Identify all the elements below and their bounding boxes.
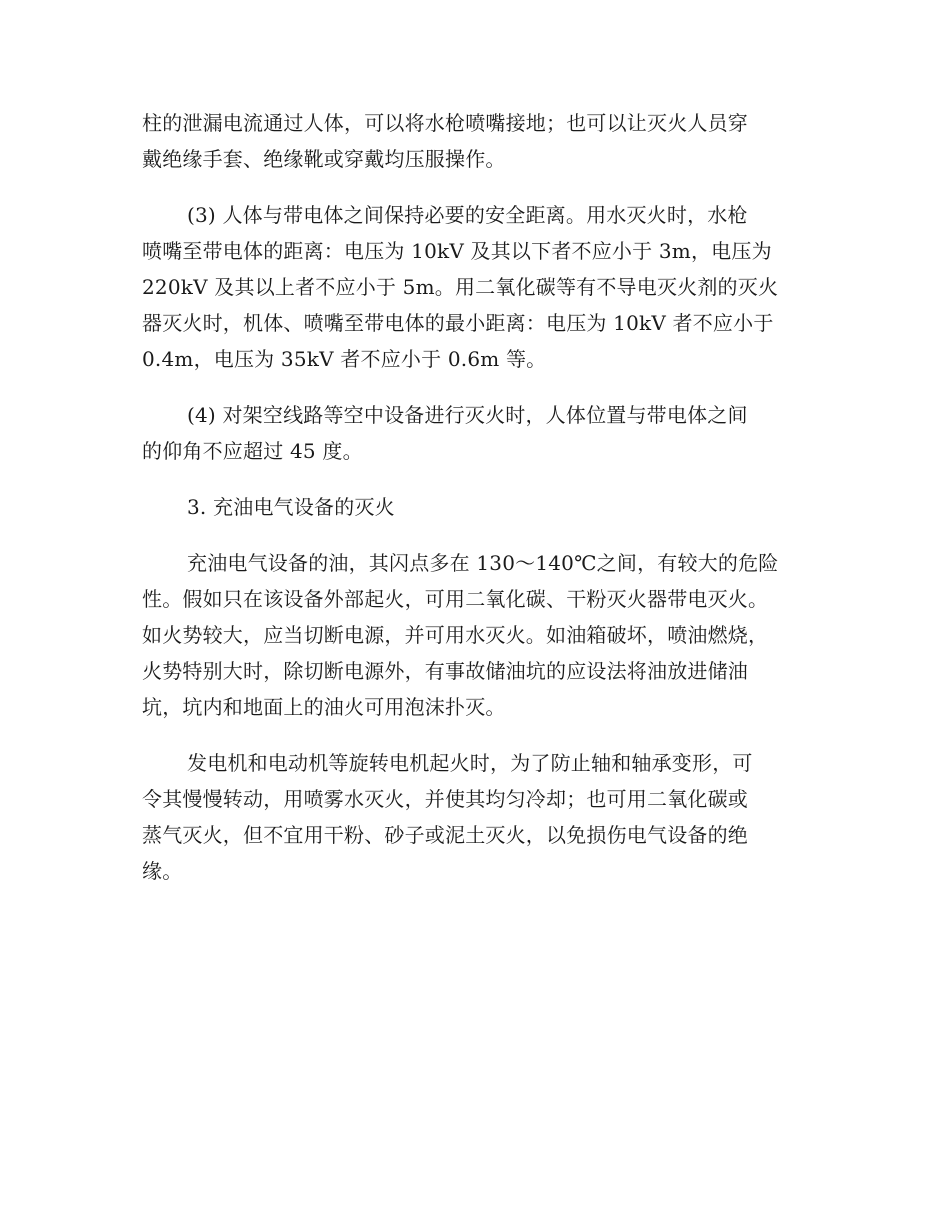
text-line: 火势特别大时，除切断电源外，有事故储油坑的应设法将油放进储油 [142,659,748,683]
text-line: 戴绝缘手套、绝缘靴或穿戴均压服操作。 [142,147,506,171]
text-line: 0.4m，电压为 35kV 者不应小于 0.6m 等。 [142,347,547,371]
text-line: 220kV 及其以上者不应小于 5m。用二氧化碳等有不导电灭火剂的灭火 [142,275,779,299]
text-line: 性。假如只在该设备外部起火，可用二氧化碳、干粉灭火器带电灭火。 [142,587,769,611]
text-line: 的仰角不应超过 45 度。 [142,439,363,463]
text-line: 充油电气设备的油，其闪点多在 130～140℃之间，有较大的危险 [187,551,779,575]
paragraph-item-3-safe-distance [142,197,802,377]
document-page [142,105,802,909]
text-line: 蒸气灭火，但不宜用干粉、砂子或泥土灭火，以免损伤电气设备的绝 [142,823,748,847]
text-line: 柱的泄漏电流通过人体，可以将水枪喷嘴接地；也可以让灭火人员穿 [142,111,748,135]
paragraph-rotating-machines [142,745,802,889]
text-line: 喷嘴至带电体的距离：电压为 10kV 及其以下者不应小于 3m，电压为 [142,239,772,263]
text-line: 器灭火时，机体、喷嘴至带电体的最小距离：电压为 10kV 者不应小于 [142,311,774,335]
text-line: 令其慢慢转动，用喷雾水灭火，并使其均匀冷却；也可用二氧化碳或 [142,787,748,811]
section-heading: 3. 充油电气设备的灭火 [187,495,395,519]
text-line: (3) 人体与带电体之间保持必要的安全距离。用水灭火时，水枪 [187,203,748,227]
paragraph-item-4-elevation-angle [142,397,802,469]
paragraph-oil-filled-equipment [142,545,802,725]
text-line: 如火势较大，应当切断电源，并可用水灭火。如油箱破坏，喷油燃烧， [142,623,769,647]
section-heading-oil-filled-equipment [142,489,802,525]
text-line: 发电机和电动机等旋转电机起火时，为了防止轴和轴承变形，可 [187,751,753,775]
text-line: (4) 对架空线路等空中设备进行灭火时，人体位置与带电体之间 [187,403,748,427]
text-line: 缘。 [142,859,183,883]
paragraph-leakage-current [142,105,802,177]
text-line: 坑，坑内和地面上的油火可用泡沫扑灭。 [142,695,506,719]
